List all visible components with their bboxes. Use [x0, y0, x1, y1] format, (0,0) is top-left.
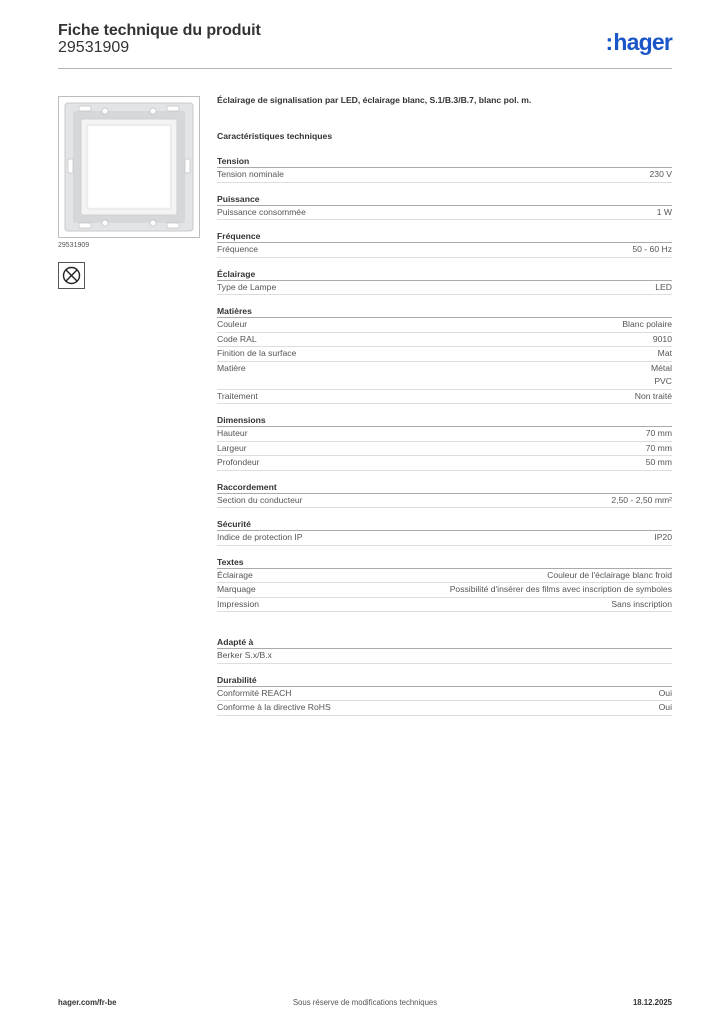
section-heading: Caractéristiques techniques — [217, 131, 333, 141]
spec-group-title: Fréquence — [217, 229, 672, 243]
spec-value: Mat — [657, 348, 672, 358]
lamp-cross-circle-icon — [58, 262, 85, 289]
footer-note: Sous réserve de modifications techniques — [292, 998, 438, 1007]
spec-value: Blanc polaire — [622, 319, 672, 329]
spec-group-title: Éclairage — [217, 267, 672, 281]
spec-group — [217, 480, 672, 509]
spec-label: Section du conducteur — [217, 494, 303, 505]
spec-row — [217, 281, 672, 296]
spec-group-title: Sécurité — [217, 517, 672, 531]
product-description: Éclairage de signalisation par LED, éclairage blanc, S.1/B.3/B.7, blanc pol. m. — [217, 95, 532, 105]
spec-value: Sans inscription — [611, 598, 672, 609]
spec-row — [217, 649, 672, 664]
spec-label: Finition de la surface — [217, 348, 297, 358]
spec-group-title: Raccordement — [217, 480, 672, 494]
spec-label: Fréquence — [217, 244, 259, 254]
spec-label: Impression — [217, 598, 260, 609]
spec-row — [217, 494, 672, 509]
spec-row — [217, 243, 672, 258]
spec-row — [217, 456, 672, 471]
footer-website-link[interactable]: hager.com/fr-be — [58, 998, 117, 1007]
spec-group — [217, 154, 672, 183]
spec-group-title: Adapté à — [217, 635, 672, 649]
spec-value: 2,50 - 2,50 mm² — [611, 494, 672, 505]
spec-label: Traitement — [217, 390, 258, 401]
spec-value: Métal PVC — [650, 362, 672, 386]
spec-row — [217, 427, 672, 442]
spec-row — [217, 318, 672, 333]
spec-value: 9010 — [652, 333, 672, 344]
spec-group — [217, 267, 672, 296]
spec-label: Type de Lampe — [217, 281, 277, 292]
spec-label: Conformité REACH — [217, 687, 292, 698]
spec-value: IP20 — [654, 532, 672, 542]
spec-row — [217, 390, 672, 405]
spec-label: Conforme à la directive RoHS — [217, 702, 331, 712]
spec-group — [217, 517, 672, 546]
spec-row — [217, 362, 672, 390]
spec-label: Profondeur — [217, 457, 260, 467]
spec-group-title: Textes — [217, 555, 672, 569]
spec-value: Possibilité d'insérer des films avec inscription de symboles — [449, 584, 672, 594]
spec-group-title: Dimensions — [217, 413, 672, 427]
spec-value: 70 mm — [645, 428, 672, 438]
spec-label: Largeur — [217, 442, 247, 453]
spec-label: Puissance consommée — [217, 206, 306, 217]
spec-value: 230 V — [649, 169, 672, 179]
spec-row — [217, 168, 672, 183]
page-header — [58, 22, 672, 69]
spec-value: 1 W — [656, 206, 672, 217]
spec-label: Éclairage — [217, 569, 253, 580]
spec-label: Tension nominale — [217, 169, 284, 179]
image-caption: 29531909 — [58, 242, 90, 249]
spec-label: Indice de protection IP — [217, 532, 303, 542]
spec-label: Code RAL — [217, 333, 257, 344]
spec-group — [217, 413, 672, 471]
spec-value: LED — [655, 281, 672, 292]
spec-group-title: Durabilité — [217, 673, 672, 687]
spec-row — [217, 442, 672, 457]
spec-row — [217, 531, 672, 546]
product-image — [58, 96, 200, 238]
spec-value: Non traité — [634, 390, 672, 401]
document-title: Fiche technique du produit — [58, 22, 261, 39]
spec-group — [217, 304, 672, 404]
spec-row — [217, 347, 672, 362]
spec-label: Berker S.x/B.x — [217, 650, 272, 660]
spec-label: Matière — [217, 362, 246, 373]
spec-label: Marquage — [217, 584, 256, 594]
spec-row — [217, 333, 672, 348]
spec-value: Couleur de l'éclairage blanc froid — [547, 569, 672, 580]
spec-label: Couleur — [217, 319, 248, 329]
spec-group — [217, 635, 672, 664]
spec-group-title: Puissance — [217, 192, 672, 206]
spec-value: 50 mm — [645, 457, 672, 467]
spec-row — [217, 583, 672, 598]
spec-value: 50 - 60 Hz — [632, 244, 672, 254]
spec-value: Oui — [658, 702, 672, 712]
spec-group-title: Tension — [217, 154, 672, 168]
footer-date: 18.12.2025 — [632, 998, 672, 1007]
spec-group-title: Matières — [217, 304, 672, 318]
spec-label: Hauteur — [217, 428, 248, 438]
product-number: 29531909 — [58, 39, 130, 56]
logo-text: hager — [613, 29, 672, 55]
spec-groups — [217, 154, 672, 716]
spec-group — [217, 192, 672, 221]
spec-value: Oui — [658, 687, 672, 698]
spec-group — [217, 673, 672, 716]
spec-row — [217, 569, 672, 584]
spec-group — [217, 229, 672, 258]
spec-row — [217, 687, 672, 702]
hager-logo[interactable]: :hager — [605, 29, 672, 55]
technical-specs — [217, 95, 672, 716]
spec-row — [217, 598, 672, 613]
spec-value: 70 mm — [645, 442, 672, 453]
spec-row — [217, 206, 672, 221]
spec-group — [217, 555, 672, 613]
spec-row — [217, 701, 672, 716]
